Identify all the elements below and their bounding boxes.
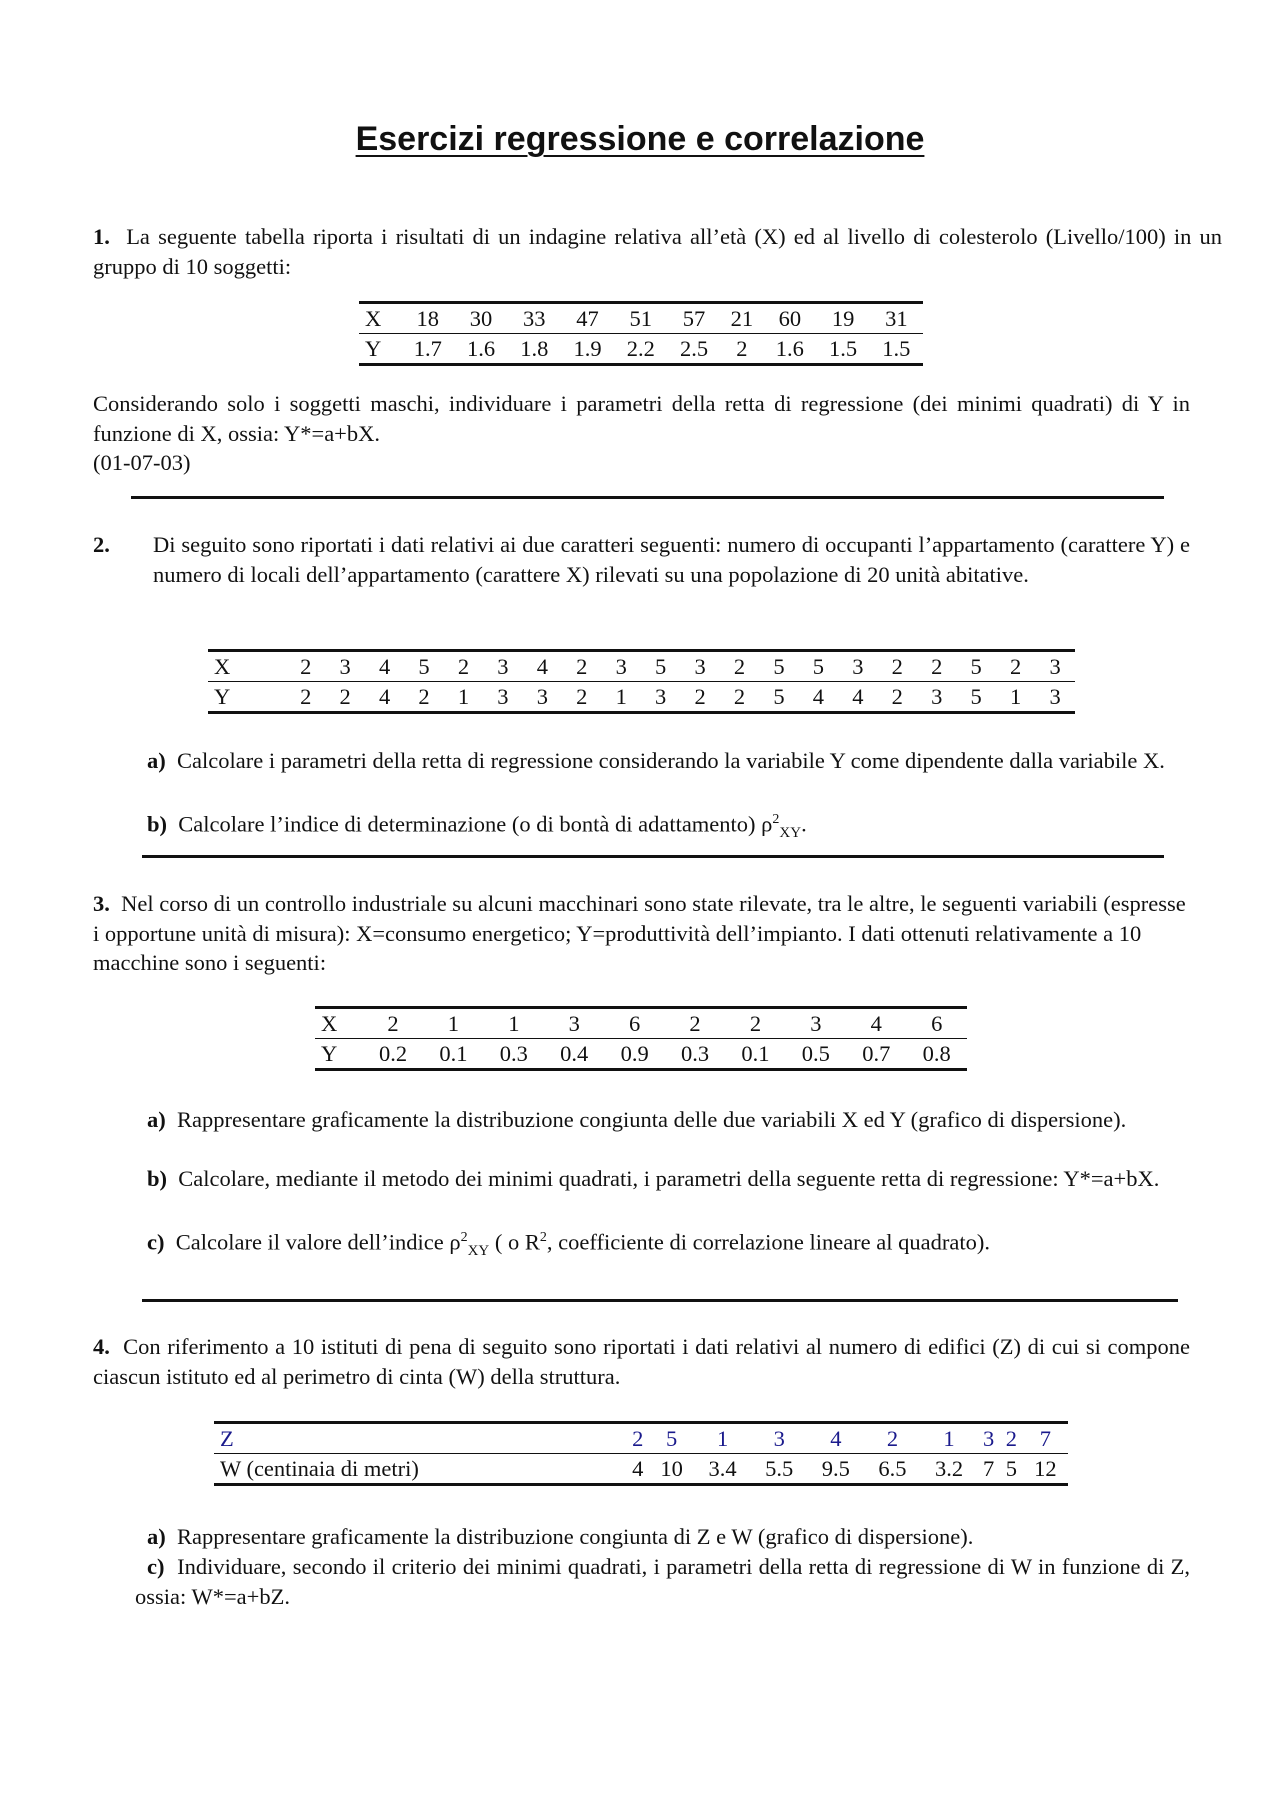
table-cell: 1 [457,684,470,709]
table-cell: 5 [1005,1456,1017,1481]
table-cell: 0.3 [680,1041,710,1066]
table-cell: 0.7 [862,1041,891,1066]
table-cell: 4 [523,651,562,682]
table-row [359,303,923,334]
table-cell: 1.7 [413,336,442,361]
question-text: Considerando solo i soggetti maschi, individuare i parametri della retta di regressione (dei minimi quadrati) di Y in funzione di X, ossia: Y*=a+bX. [93,391,1190,446]
table-cell: 3 [786,1008,846,1039]
table-cell: 3 [1035,651,1075,682]
table-cell: 4 [808,1423,865,1454]
exercise-3-intro: 3. Nel corso di un controllo industriale su alcuni macchinari sono state rilevate, tra le altre, le seguenti variabili (espresse i opportune unità di misura): X=consumo energetico; Y=produttività dell’impianto. I dati ottenuti relativamente a 10 macchine sono i seguenti: [93,891,1186,975]
exercise-2-intro: Di seguito sono riportati i dati relativi ai due caratteri seguenti: numero di occupanti l’appartamento (carattere Y) e numero di locali dell’appartamento (carattere X) rilevati su una popolazione di 20 unità abitative. [153,532,1190,587]
exercise-number: 1. [93,224,110,249]
table-row [208,682,1075,713]
table-row [208,651,1075,682]
table-cell: 3 [325,651,364,682]
table-cell: 2.5 [679,336,709,361]
table-cell: 47 [561,303,614,334]
table-cell: 2 [1000,1423,1023,1454]
table-cell: 1 [694,1423,751,1454]
question-b: b) Calcolare, mediante il metodo dei minimi quadrati, i parametri della seguente retta di regressione: Y*=a+bX. [147,1166,1160,1191]
table-cell: 3 [1049,684,1061,709]
table-cell: 18 [401,303,454,334]
table-cell: 5 [799,651,838,682]
row-header: Y [365,336,382,361]
table-cell: 5 [404,651,443,682]
page-title: Esercizi regressione e correlazione [355,120,925,158]
exercise-number: 2. [93,532,110,557]
table-cell: 1.9 [573,336,602,361]
table-cell: 2 [694,684,706,709]
table-cell: 2 [339,684,351,709]
table-cell: 2 [418,684,430,709]
table-cell: 2 [665,1008,725,1039]
table-cell: 31 [870,303,923,334]
row-header: Z [214,1423,626,1454]
intro-text: La seguente tabella riporta i risultati di un indagine relativa all’età (X) ed al livello di colesterolo (Livello/100) in un gruppo di 10 soggetti: [93,224,1223,279]
question-a: a) Rappresentare graficamente la distribuzione congiunta di Z e W (grafico di dispersione). [147,1524,974,1549]
row-header: Y [321,1041,338,1066]
table-cell: 4 [812,684,825,709]
table-cell: 0.5 [801,1041,830,1066]
table-cell: 3 [602,651,641,682]
table-cell: 60 [763,303,816,334]
table-cell: 2 [444,651,483,682]
row-header: X [359,303,401,334]
table-cell: 21 [721,303,764,334]
table-cell: 0.1 [741,1041,770,1066]
table-cell: 1.5 [829,336,858,361]
table-cell: 3.4 [708,1456,737,1481]
table-cell: 1.6 [466,336,496,361]
table-cell: 3 [680,651,719,682]
exercise-1-question [93,389,1190,478]
table-cell: 10 [660,1456,683,1481]
table-cell: 4 [846,1008,906,1039]
table-cell: 3 [497,684,509,709]
data-table-1 [359,301,923,366]
row-header: W (centinaia di metri) [220,1456,419,1481]
table-cell: 2 [864,1423,921,1454]
table-cell: 6 [906,1008,967,1039]
table-cell: 30 [454,303,507,334]
table-cell: 5 [649,1423,694,1454]
table-cell: 9.5 [821,1456,850,1481]
table-cell: 5 [970,684,982,709]
table-cell: 0.3 [499,1041,528,1066]
table-cell: 2 [733,684,746,709]
table-cell: 2 [626,1423,649,1454]
table-row [359,334,923,365]
table-cell: 1 [615,684,627,709]
exercise-4-intro: 4. Con riferimento a 10 istituti di pena di seguito sono riportati i dati relativi al numero di edifici (Z) di cui si compone ciascun istituto ed al perimetro di cinta (W) della struttura. [93,1334,1190,1389]
table-cell: 3.2 [934,1456,964,1481]
data-table-2 [208,649,1075,714]
table-cell: 1.8 [520,336,549,361]
divider [142,1299,1178,1302]
table-cell: 3 [931,684,943,709]
table-cell: 0.9 [620,1041,649,1066]
table-cell: 2 [286,651,325,682]
table-cell: 3 [483,651,522,682]
table-cell: 7 [1023,1423,1068,1454]
data-table-3 [315,1006,967,1071]
row-header: Y [214,684,231,709]
table-cell: 0.2 [378,1041,408,1066]
table-cell: 1.5 [882,336,911,361]
table-cell: 3 [977,1423,1000,1454]
table-cell: 5 [773,684,785,709]
table-cell: 0.8 [922,1041,951,1066]
question-b: b) Calcolare l’indice di determinazione (o di bontà di adattamento) $\rho^2_{XY}$. [147,811,807,841]
divider [131,496,1164,499]
table-cell: 5.5 [765,1456,794,1481]
table-cell: 6 [604,1008,664,1039]
question-c: c) Calcolare il valore dell’indice $\rho^2_{XY}$ ( o $R^2$, coefficiente di correlazione lineare al quadrato). [147,1229,990,1259]
table-cell: 5 [956,651,995,682]
table-cell: 2 [720,651,759,682]
table-row [214,1454,1068,1485]
table-cell: 4 [365,651,404,682]
table-row [214,1423,1068,1454]
exercise-date: (01-07-03) [93,450,191,475]
table-cell: 5 [759,651,798,682]
question-a: a) Rappresentare graficamente la distribuzione congiunta delle due variabili X ed Y (grafico di dispersione). [147,1107,1127,1132]
table-cell: 33 [508,303,561,334]
table-cell: 1 [921,1423,978,1454]
data-table-4 [214,1421,1068,1486]
table-cell: 7 [983,1456,995,1481]
table-cell: 2 [736,336,748,361]
table-cell: 5 [641,651,680,682]
table-cell: 2 [562,651,601,682]
question-a: a) Calcolare i parametri della retta di regressione considerando la variabile Y come dipendente dalla variabile X. [147,748,1165,773]
table-cell: 51 [614,303,667,334]
divider [142,855,1164,858]
table-cell: 1.6 [775,336,804,361]
table-row [315,1039,967,1070]
table-cell: 0.4 [560,1041,589,1066]
table-cell: 2 [878,651,917,682]
table-cell: 3 [838,651,877,682]
table-cell: 2 [891,684,903,709]
table-cell: 3 [544,1008,604,1039]
table-cell: 2 [363,1008,423,1039]
table-cell: 0.1 [439,1041,468,1066]
table-cell: 2.2 [626,336,655,361]
table-cell: 2 [917,651,956,682]
table-cell: 3 [536,684,548,709]
table-cell: 1 [1009,684,1022,709]
table-cell: 4 [378,684,391,709]
row-header: X [315,1008,363,1039]
table-cell: 19 [816,303,869,334]
table-cell: 1 [423,1008,483,1039]
table-cell: 1 [484,1008,544,1039]
table-cell: 57 [667,303,720,334]
table-row [315,1008,967,1039]
table-cell: 4 [852,684,864,709]
row-header: X [208,651,286,682]
table-cell: 12 [1034,1456,1057,1481]
table-cell: 2 [300,684,312,709]
table-cell: 3 [751,1423,808,1454]
table-cell: 2 [725,1008,785,1039]
table-cell: 2 [996,651,1035,682]
table-cell: 2 [576,684,588,709]
table-cell: 3 [655,684,667,709]
table-cell: 6.5 [878,1456,907,1481]
exercise-1-intro [93,222,1222,281]
table-cell: 4 [632,1456,644,1481]
question-c: c) Individuare, secondo il criterio dei minimi quadrati, i parametri della retta di regressione di W in funzione di Z, ossia: W*=a+bZ. [135,1554,1191,1609]
